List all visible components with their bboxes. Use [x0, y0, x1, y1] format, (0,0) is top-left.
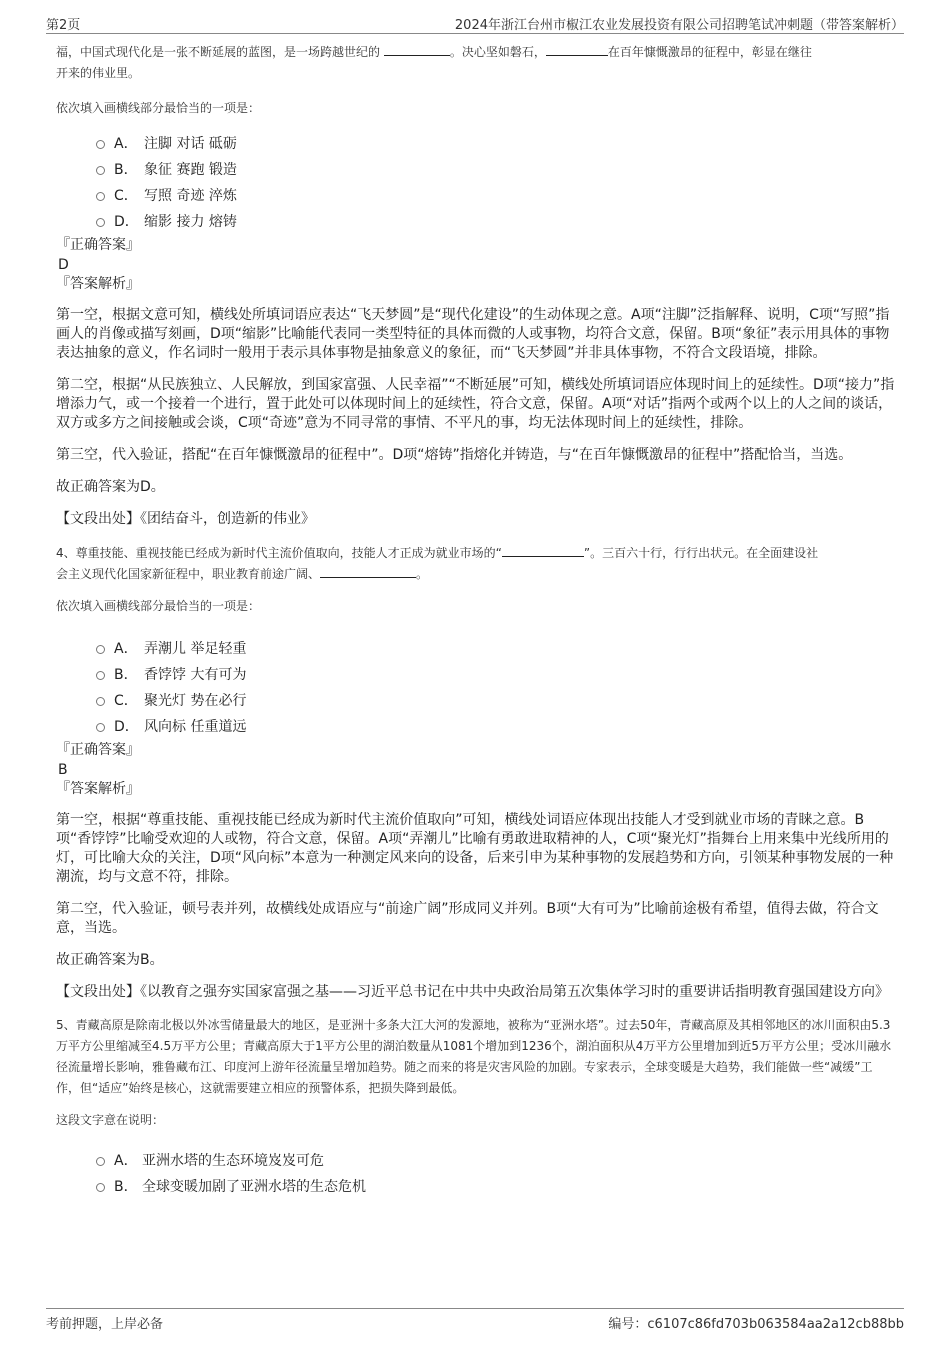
footer-slogan: 考前押题，上岸必备: [46, 1317, 164, 1332]
option-letter: A．: [114, 641, 138, 657]
analysis-conclusion: 故正确答案为D。: [56, 479, 165, 495]
analysis-paragraph: 第一空，根据“尊重技能、重视技能已经成为新时代主流价值取向”可知，横线处词语应体现出技能人才受到就业市场的青睐之意。B项“香饽饽”比喻受欢迎的人或物，符合文意，保留。A项“弄潮儿”比喻有勇敢进取精神的人，C项“聚光灯”指舞台上用来集中光线所用的灯，可比喻大众的关注，D项“风向标”本意为一种测定风来向的设备，后来引申为某种事物的发展趋势和方向，引领某种事物发展的一种潮流，均与文意不符，排除。: [56, 812, 894, 885]
q3-stem-part: 。决心坚如磐石，: [449, 45, 546, 59]
correct-answer: B: [58, 762, 68, 778]
q3-prompt: 依次填入画横线部分最恰当的一项是：: [56, 101, 261, 115]
q4-stem: [56, 543, 896, 585]
option-letter: D．: [114, 214, 139, 230]
q3-stem-part: 开来的伟业里。: [56, 66, 141, 80]
radio-icon[interactable]: [96, 192, 105, 201]
option-text: 全球变暖加剧了亚洲水塔的生态危机: [142, 1179, 366, 1195]
analysis-conclusion: 故正确答案为B。: [56, 952, 164, 968]
option-letter: B．: [114, 667, 138, 683]
q3-stem-part: 在百年慷慨激昂的征程中，彰显在继往: [607, 45, 812, 59]
q4-options: [56, 636, 896, 740]
option-text: 缩影 接力 熔铸: [144, 214, 237, 230]
q4-stem-part: 。: [416, 567, 429, 581]
radio-icon[interactable]: [96, 671, 105, 680]
analysis-paragraph: 第二空，代入验证，顿号表并列，故横线处成语应与“前途广阔”形成同义并列。B项“大有可为”比喻前途极有希望，值得去做，符合文意，当选。: [56, 901, 879, 936]
header-divider: [46, 33, 904, 34]
option-c[interactable]: [56, 183, 896, 209]
q5-options: [56, 1148, 896, 1200]
answer-label: 『正确答案』: [56, 742, 140, 758]
radio-icon[interactable]: [96, 697, 105, 706]
option-b[interactable]: [56, 1174, 896, 1200]
blank-line: [320, 564, 416, 578]
q3-options: [56, 131, 896, 235]
radio-icon[interactable]: [96, 645, 105, 654]
option-text: 弄潮儿 举足轻重: [144, 641, 247, 657]
source-citation: 【文段出处】《以教育之强夯实国家富强之基——习近平总书记在中共中央政治局第五次集体学习时的重要讲话指明教育强国建设方向》: [56, 984, 889, 1000]
option-text: 风向标 任重道远: [144, 719, 247, 735]
page-number: 第2页: [46, 18, 81, 33]
blank-line: [502, 543, 584, 557]
analysis-label: 『答案解析』: [56, 276, 140, 292]
option-letter: A．: [114, 136, 138, 152]
q5-prompt: 这段文字意在说明：: [56, 1113, 165, 1127]
analysis-label: 『答案解析』: [56, 781, 140, 797]
option-b[interactable]: [56, 157, 896, 183]
q3-stem-part: 福，中国式现代化是一张不断延展的蓝图，是一场跨越世纪的: [56, 45, 381, 59]
option-text: 香饽饽 大有可为: [144, 667, 247, 683]
option-letter: C．: [114, 693, 138, 709]
document-body: [56, 42, 896, 1200]
radio-icon[interactable]: [96, 1157, 105, 1166]
option-a[interactable]: [56, 1148, 896, 1174]
option-text: 聚光灯 势在必行: [144, 693, 247, 709]
option-c[interactable]: [56, 688, 896, 714]
radio-icon[interactable]: [96, 166, 105, 175]
q4-stem-part: 会主义现代化国家新征程中，职业教育前途广阔、: [56, 567, 321, 581]
answer-label: 『正确答案』: [56, 237, 140, 253]
option-a[interactable]: [56, 636, 896, 662]
option-letter: C．: [114, 188, 138, 204]
option-d[interactable]: [56, 714, 896, 740]
q4-stem-part: ”。三百六十行，行行出状元。在全面建设社: [583, 546, 819, 560]
q4-stem-part: 4、尊重技能、重视技能已经成为新时代主流价值取向，技能人才正成为就业市场的“: [56, 546, 502, 560]
radio-icon[interactable]: [96, 723, 105, 732]
document-title: 2024年浙江台州市椒江农业发展投资有限公司招聘笔试冲刺题（带答案解析）: [454, 18, 904, 33]
analysis-paragraph: 第二空，根据“从民族独立、人民解放，到国家富强、人民幸福”“不断延展”可知，横线处所填词语应体现时间上的延续性。D项“接力”指增添力气，或一个接着一个进行，置于此处可以体现时间上的延续性，符合文意，保留。A项“对话”指两个或两个以上的人之间的谈话，双方或多方之间接触或会谈，C项“奇迹”意为不同寻常的事情、不平凡的事，均无法体现时间上的延续性，排除。: [56, 377, 895, 431]
option-letter: B．: [114, 1179, 138, 1195]
analysis-paragraph: 第一空，根据文意可知，横线处所填词语应表达“飞天梦圆”是“现代化建设”的生动体现之意。A项“注脚”泛指解释、说明，C项“写照”指画人的肖像或描写刻画，D项“缩影”比喻能代表同一类型特征的具体而微的人或事物，均符合文意，保留。B项“象征”表示用具体的事物表达抽象的意义，作名词时一般用于表示具体事物是抽象意义的象征，而“飞天梦圆”并非具体事物，不符合文段语境，排除。: [56, 307, 890, 361]
option-text: 写照 奇迹 淬炼: [144, 188, 237, 204]
option-text: 亚洲水塔的生态环境岌岌可危: [142, 1153, 324, 1169]
radio-icon[interactable]: [96, 218, 105, 227]
q3-stem: [56, 42, 896, 84]
correct-answer: D: [58, 257, 69, 273]
q4-prompt: 依次填入画横线部分最恰当的一项是：: [56, 599, 261, 613]
q5-stem: 5、青藏高原是除南北极以外冰雪储量最大的地区，是亚洲十多条大江大河的发源地，被称为“亚洲水塔”。过去50年，青藏高原及其相邻地区的冰川面积由5.3万平方公里缩减至4.5万平方公里；青藏高原大于1平方公里的湖泊数量从1081个增加到1236个，湖泊面积从4万平方公里增加到近5万平方公里；受冰川融水径流量增长影响，雅鲁藏布江、印度河上游年径流量呈增加趋势。随之而来的将是灾害风险的加剧。专家表示，全球变暖是大趋势，我们能做一些“减缓”工作，但“适应”始终是核心，这就需要建立相应的预警体系，把损失降到最低。: [56, 1018, 892, 1095]
option-a[interactable]: [56, 131, 896, 157]
option-letter: A．: [114, 1153, 138, 1169]
option-letter: B．: [114, 162, 138, 178]
option-d[interactable]: [56, 209, 896, 235]
analysis-paragraph: 第三空，代入验证，搭配“在百年慷慨激昂的征程中”。D项“熔铸”指熔化并铸造，与“在百年慷慨激昂的征程中”搭配恰当，当选。: [56, 447, 853, 463]
radio-icon[interactable]: [96, 140, 105, 149]
blank-line: [546, 42, 608, 56]
option-text: 象征 赛跑 锻造: [144, 162, 237, 178]
blank-line: [384, 42, 450, 56]
footer-divider: [46, 1308, 904, 1309]
option-text: 注脚 对话 砥砺: [144, 136, 237, 152]
option-b[interactable]: [56, 662, 896, 688]
document-id: 编号：c6107c86fd703b063584aa2a12cb88bb: [608, 1317, 904, 1332]
source-citation: 【文段出处】《团结奋斗，创造新的伟业》: [56, 511, 315, 527]
radio-icon[interactable]: [96, 1183, 105, 1192]
option-letter: D．: [114, 719, 139, 735]
